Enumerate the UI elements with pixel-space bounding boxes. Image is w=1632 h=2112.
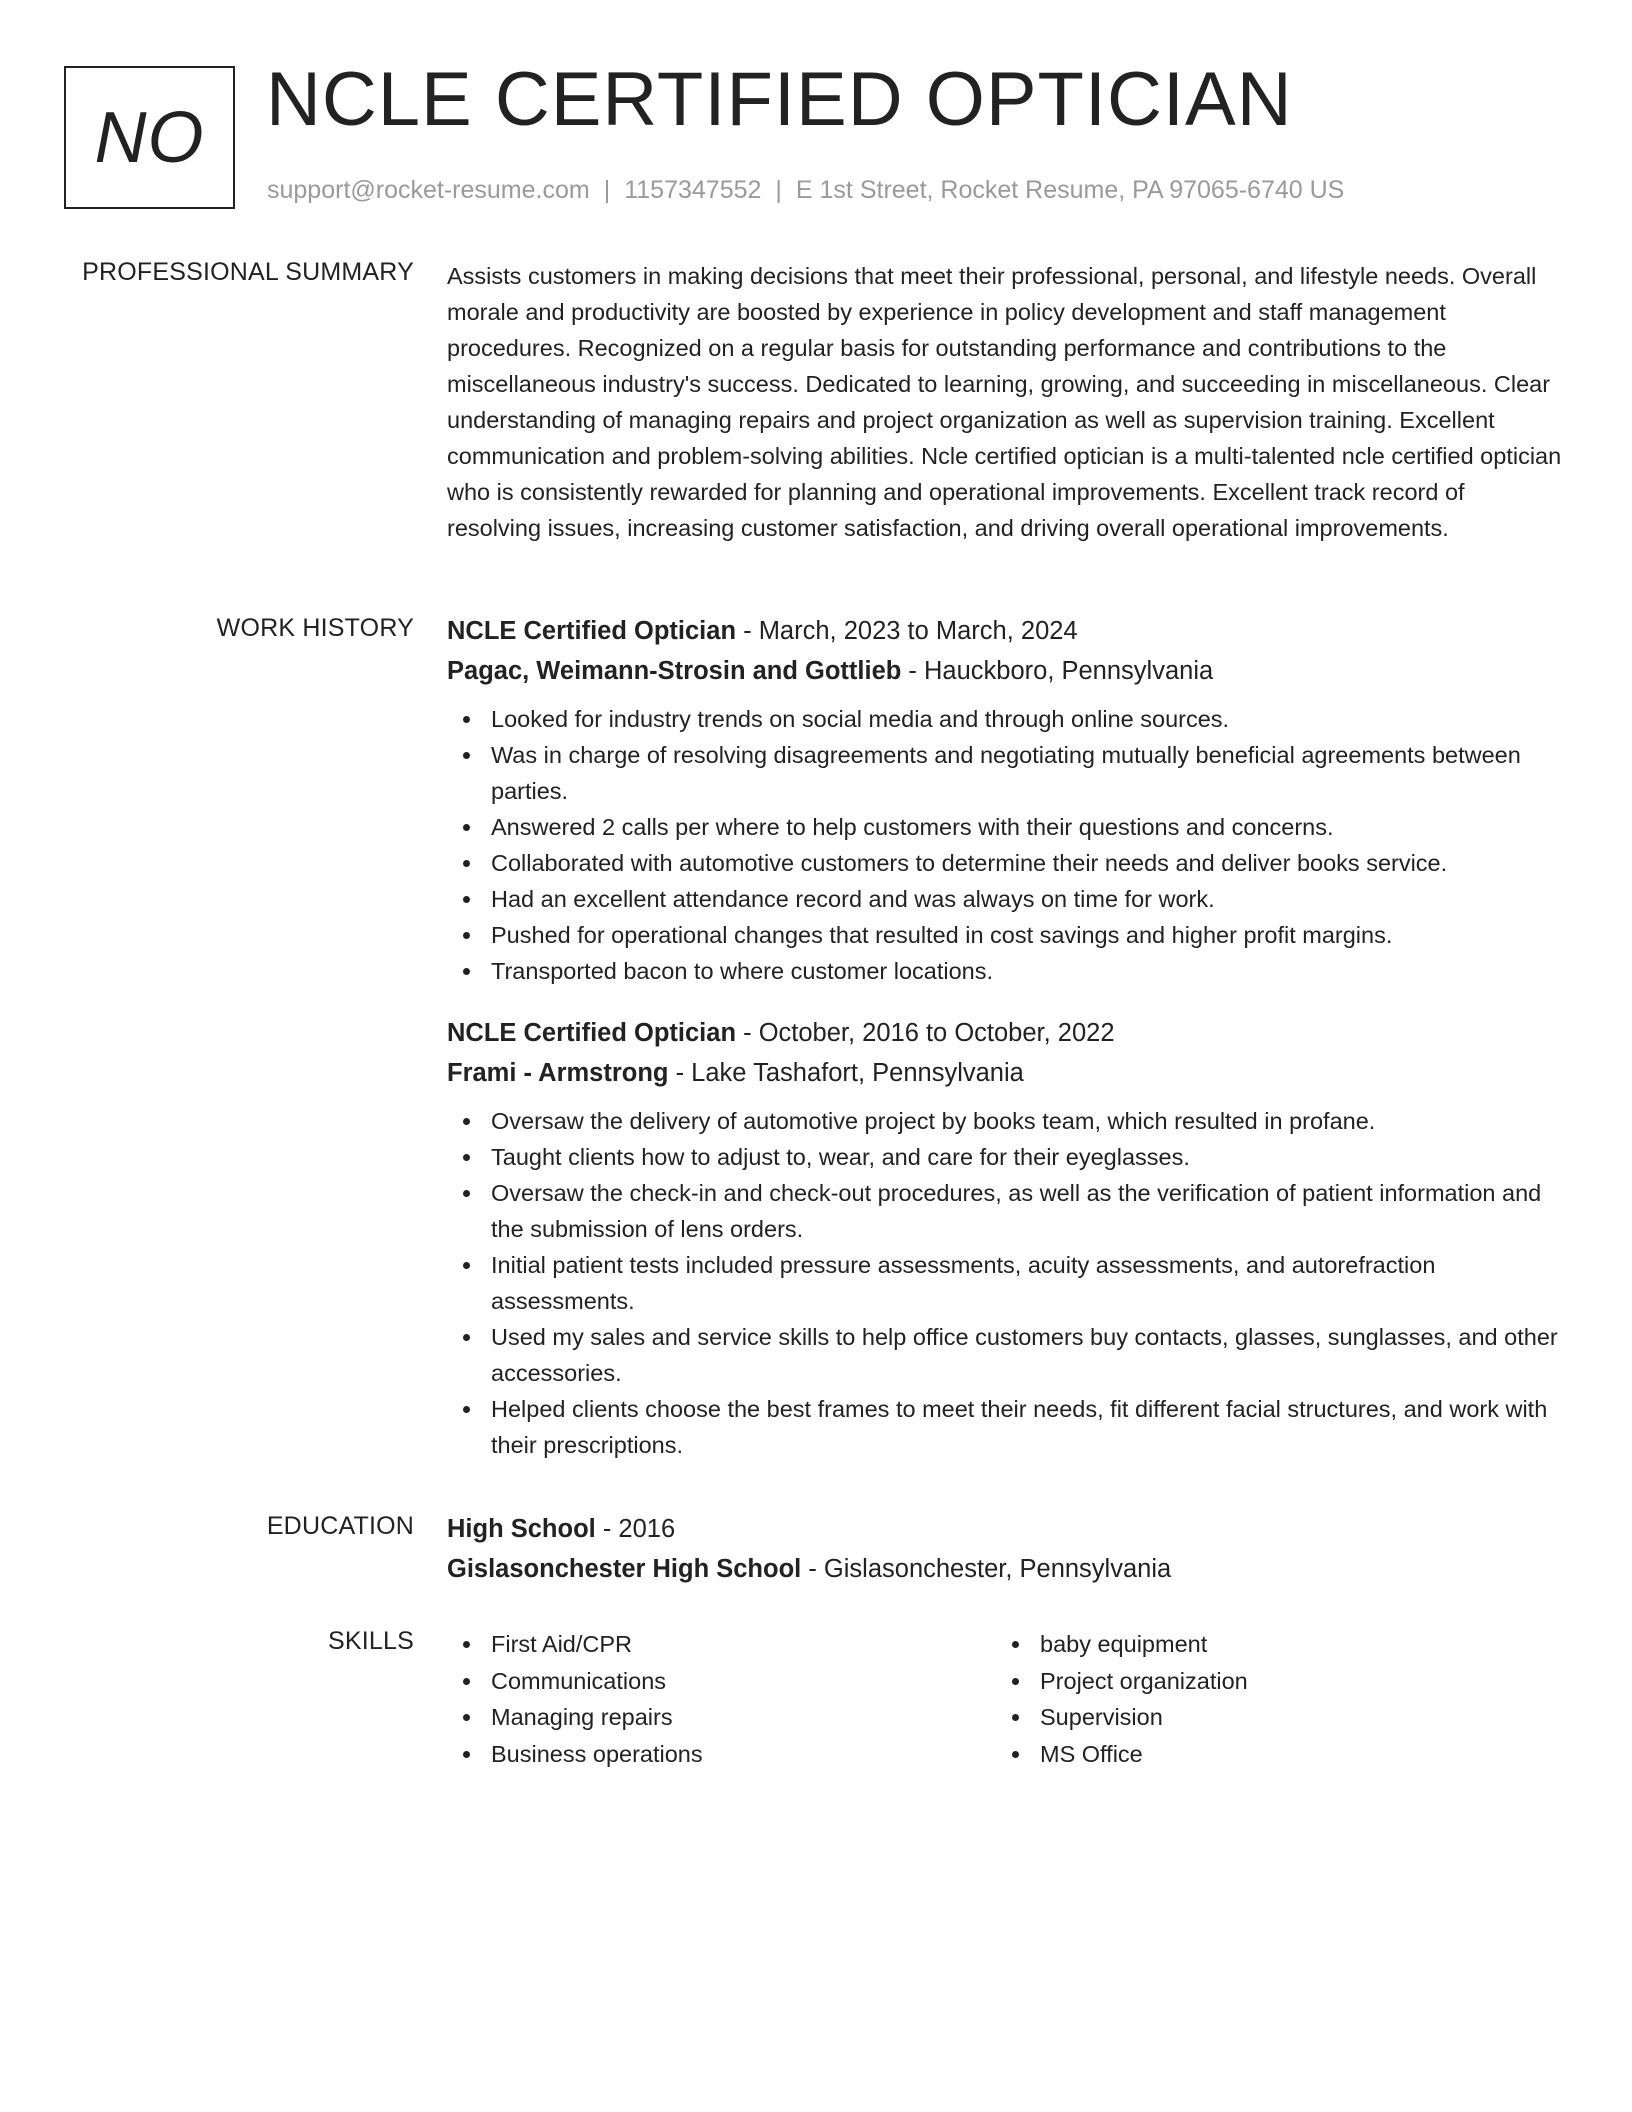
job-dates: - October, 2016 to October, 2022: [736, 1019, 1115, 1047]
job-location: - Lake Tashafort, Pennsylvania: [668, 1059, 1024, 1087]
skill-item: First Aid/CPR: [447, 1626, 996, 1663]
skill-item: Project organization: [996, 1663, 1545, 1700]
job-duty-item: Helped clients choose the best frames to meet their needs, fit different facial structures, and work with their prescriptions.: [447, 1391, 1562, 1463]
skill-item: MS Office: [996, 1736, 1545, 1773]
work-history-heading: WORK HISTORY: [216, 614, 414, 642]
skills-columns: [447, 1626, 1562, 1772]
skill-item: Business operations: [447, 1736, 996, 1773]
contact-address: E 1st Street, Rocket Resume, PA 97065-6740 US: [795, 176, 1345, 204]
education-location: - Gislasonchester, Pennsylvania: [801, 1555, 1172, 1583]
job-duty-item: Oversaw the check-in and check-out procedures, as well as the verification of patient information and the submission of lens orders.: [447, 1175, 1562, 1247]
contact-separator: |: [775, 176, 782, 204]
resume-header: [64, 57, 1564, 216]
job-title: NCLE Certified Optician: [447, 1019, 737, 1047]
summary-text: Assists customers in making decisions that meet their professional, personal, and lifestyle needs. Overall morale and productivity are boosted by experience in policy development and staff management procedures. Recognized on a regular basis for outstanding performance and contributions to the miscellaneous industry's success. Dedicated to learning, growing, and succeeding in miscellaneous. Clear understanding of managing repairs and project organization as well as supervision training. Excellent communication and problem-solving abilities. Ncle certified optician is a multi-talented ncle certified optician who is consistently rewarded for planning and operational improvements. Excellent track record of resolving issues, increasing customer satisfaction, and driving overall operational improvements.: [447, 263, 1562, 541]
contact-line: [267, 176, 1344, 205]
job-duty-item: Had an excellent attendance record and was always on time for work.: [447, 881, 1562, 917]
skills-body: [447, 1626, 1562, 1772]
job-duty-item: Collaborated with automotive customers to determine their needs and deliver books service.: [447, 845, 1562, 881]
job-duty-item: Transported bacon to where customer locations.: [447, 953, 1562, 989]
skill-item: Supervision: [996, 1699, 1545, 1736]
job-duty-item: Used my sales and service skills to help office customers buy contacts, glasses, sunglasses, and other accessories.: [447, 1319, 1562, 1391]
summary-heading: PROFESSIONAL SUMMARY: [82, 258, 414, 286]
monogram-initials: NO: [94, 97, 205, 178]
education-heading: EDUCATION: [266, 1512, 414, 1540]
education-school: Gislasonchester High School: [447, 1555, 802, 1583]
job-entry: [447, 611, 1562, 989]
skill-item: Managing repairs: [447, 1699, 996, 1736]
job-duty-item: Taught clients how to adjust to, wear, and care for their eyeglasses.: [447, 1139, 1562, 1175]
skills-list-left: [447, 1626, 996, 1772]
skill-item: Communications: [447, 1663, 996, 1700]
job-dates: - March, 2023 to March, 2024: [736, 617, 1078, 645]
contact-separator: |: [603, 176, 611, 204]
job-duty-item: Answered 2 calls per where to help customers with their questions and concerns.: [447, 809, 1562, 845]
job-duty-item: Initial patient tests included pressure assessments, acuity assessments, and autorefraction assessments.: [447, 1247, 1562, 1319]
resume-title: NCLE CERTIFIED OPTICIAN: [266, 57, 1293, 142]
monogram-badge: [64, 66, 235, 209]
contact-email[interactable]: support@rocket-resume.com: [267, 176, 590, 204]
job-title: NCLE Certified Optician: [447, 617, 737, 645]
education-school-line: [447, 1549, 1562, 1589]
education-year: - 2016: [595, 1515, 676, 1543]
job-duty-item: Pushed for operational changes that resulted in cost savings and higher profit margins.: [447, 917, 1562, 953]
education-degree: High School: [447, 1515, 596, 1543]
job-company-line: [447, 1053, 1562, 1093]
contact-phone[interactable]: 1157347552: [624, 176, 762, 204]
work-history-body: [447, 611, 1562, 1463]
job-company: Frami - Armstrong: [447, 1059, 669, 1087]
job-duty-item: Looked for industry trends on social media and through online sources.: [447, 701, 1562, 737]
job-title-line: [447, 1013, 1562, 1053]
job-duty-item: Oversaw the delivery of automotive project by books team, which resulted in profane.: [447, 1103, 1562, 1139]
education-degree-line: [447, 1509, 1562, 1549]
skill-item: baby equipment: [996, 1626, 1545, 1663]
job-title-line: [447, 611, 1562, 651]
job-company-line: [447, 651, 1562, 691]
job-entry: [447, 1013, 1562, 1463]
job-company: Pagac, Weimann-Strosin and Gottlieb: [447, 657, 902, 685]
education-body: [447, 1509, 1562, 1589]
job-duty-item: Was in charge of resolving disagreements and negotiating mutually beneficial agreements between parties.: [447, 737, 1562, 809]
job-location: - Hauckboro, Pennsylvania: [901, 657, 1214, 685]
job-duties: [447, 1103, 1562, 1463]
skills-list-right: [996, 1626, 1545, 1772]
job-duties: [447, 701, 1562, 989]
skills-heading: SKILLS: [328, 1627, 414, 1655]
